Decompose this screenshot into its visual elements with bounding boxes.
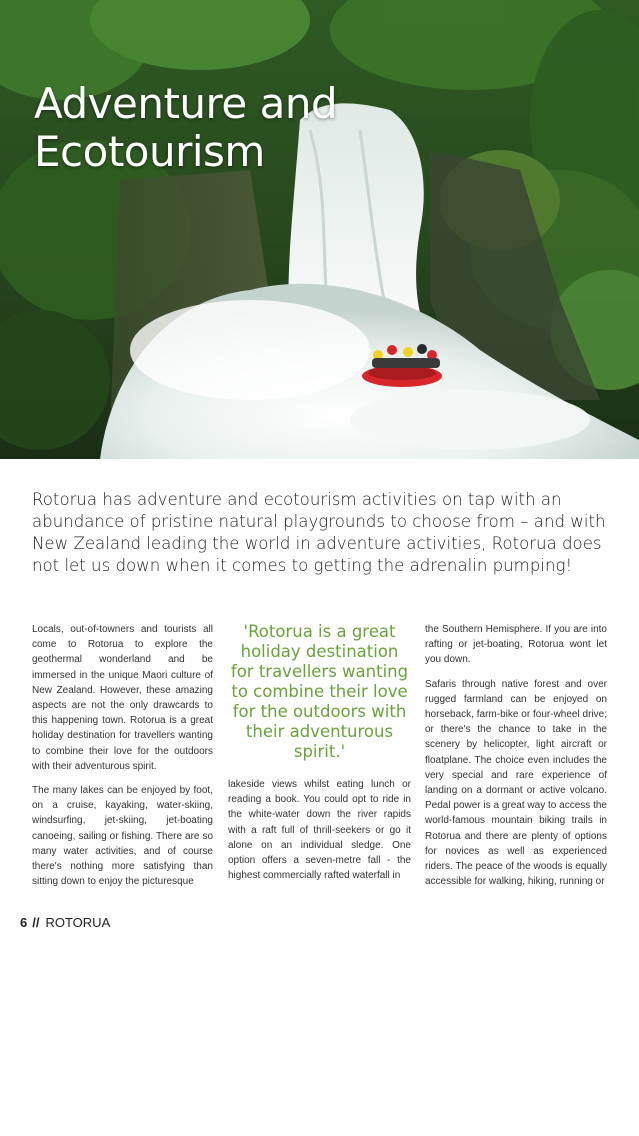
article-column-2 — [228, 777, 411, 883]
footer-separator: // — [32, 915, 40, 930]
pull-quote: 'Rotorua is a great holiday destination for travellers wanting to combine their love for the outdoors with their adventurous spirit.' — [230, 622, 409, 761]
column1-paragraph-1: Locals, out-of-towners and tourists all come to Rotorua to explore the geothermal wonderland and be immersed in the unique Maori culture of New Zealand. However, these amazing aspects are not the only drawcards to this happening town. Rotorua is a great holiday destination for travellers wanting to combine their love for the outdoors with their adventurous spirit. — [32, 624, 213, 772]
waterfall-rafting-photo — [0, 0, 639, 459]
page-title — [34, 80, 337, 176]
title-line-1: Adventure and — [34, 79, 338, 128]
hero-image — [0, 0, 639, 459]
title-line-2: Ecotourism — [34, 127, 265, 176]
article-column-1 — [32, 622, 213, 898]
column3-paragraph-1: the Southern Hemisphere. If you are into rafting or jet-boating, Rotorua wont let you down. — [425, 624, 607, 666]
intro-paragraph: Rotorua has adventure and ecotourism activities on tap with an abundance of pristine natural playgrounds to choose from – and with New Zealand leading the world in adventure activities, Rotorua does not let us down when it comes to getting the adrenalin pumping! — [32, 490, 606, 575]
column3-paragraph-2: Safaris through native forest and over rugged farmland can be enjoyed on horseback, farm-bike or four-wheel drive; or there's the chance to take in the scenery by helicopter, light aircraft or floatplane. The choice even includes the very special and rare experience of landing on a dormant or active volcano. Pedal power is a great way to access the world-famous mountain biking trails in Rotorua and there are plenty of options for novices as well as experienced riders. The peace of the woods is equally accessible for walking, hiking, running or — [425, 678, 607, 888]
column2-paragraph-1: lakeside views whilst eating lunch or reading a book. You could opt to ride in the white-water down the river rapids with a raft full of thrill-seekers or go it alone on an individual sledge. One option offers a seven-metre fall - the highest commercially rafted waterfall in — [228, 779, 411, 882]
article-column-3 — [425, 622, 607, 898]
column1-paragraph-2: The many lakes can be enjoyed by foot, on a cruise, kayaking, water-skiing, windsurfing, jet-skiing, jet-boating canoeing, sailing or fishing. There are so many water activities, and of course there's nothing more satisfying than sitting down to enjoy the picturesque — [32, 785, 213, 888]
page-footer — [20, 915, 110, 930]
page-number: 6 — [20, 915, 28, 930]
section-name: ROTORUA — [45, 915, 111, 930]
